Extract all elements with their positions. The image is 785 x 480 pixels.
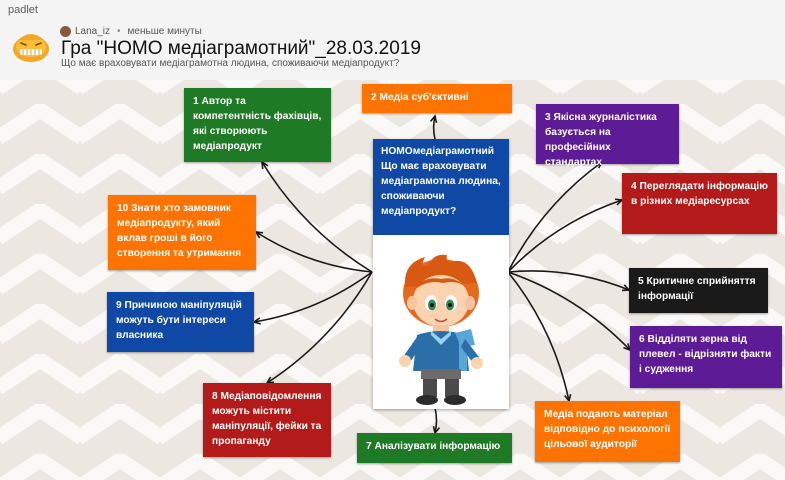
post-card-10[interactable]: 10 Знати хто замовник медіапродукту, який вклав гроші в його створення та утримання bbox=[108, 195, 256, 270]
post-card-3[interactable]: 3 Якісна журналістика базується на професійних стандартах bbox=[536, 104, 679, 164]
post-card-2[interactable]: 2 Медіа суб'єктивні bbox=[362, 84, 512, 113]
post-time: меньше минуты bbox=[127, 26, 202, 37]
post-card-1[interactable]: 1 Автор та компетентність фахівців, які створюють медіапродукт bbox=[184, 88, 331, 162]
cartoon-character-image bbox=[373, 235, 509, 409]
center-post[interactable] bbox=[373, 139, 509, 409]
post-card-5[interactable]: 5 Критичне сприйняття інформації bbox=[629, 268, 768, 313]
page-title: Гра "НОМО медіаграмотний"_28.03.2019 bbox=[61, 38, 421, 59]
post-card-6[interactable]: 6 Відділяти зерна від плевел - відрізняти факти і судження bbox=[630, 326, 782, 388]
post-card-8[interactable]: 8 Медіаповідомлення можуть містити маніпуляції, фейки та пропаганду bbox=[203, 383, 331, 457]
author-row bbox=[60, 26, 202, 37]
center-post-title: НОМОмедіаграмотний Що має враховувати медіаграмотна людина, споживаючи медіапродукт? bbox=[373, 139, 509, 235]
post-card-9[interactable]: 9 Причиною маніпуляцій можуть бути інтереси власника bbox=[107, 292, 254, 352]
post-card-4[interactable]: 4 Переглядати інформацію в різних медіаресурсах bbox=[622, 173, 777, 234]
separator-dot: • bbox=[117, 26, 121, 37]
page-description: Що має враховувати медіаграмотна людина, споживаючи медіапродукт? bbox=[61, 58, 400, 69]
emoji-avatar-icon bbox=[10, 30, 52, 64]
post-card-7[interactable]: 7 Аналізувати інформацію bbox=[357, 433, 512, 463]
author-avatar[interactable] bbox=[60, 26, 71, 37]
author-name[interactable]: Lana_iz bbox=[75, 26, 111, 37]
brand-logo[interactable]: padlet bbox=[8, 4, 38, 16]
post-card-audience[interactable]: Медіа подають матеріал відповідно до психології цільової аудиторії bbox=[535, 401, 680, 462]
padlet-header bbox=[0, 0, 785, 78]
